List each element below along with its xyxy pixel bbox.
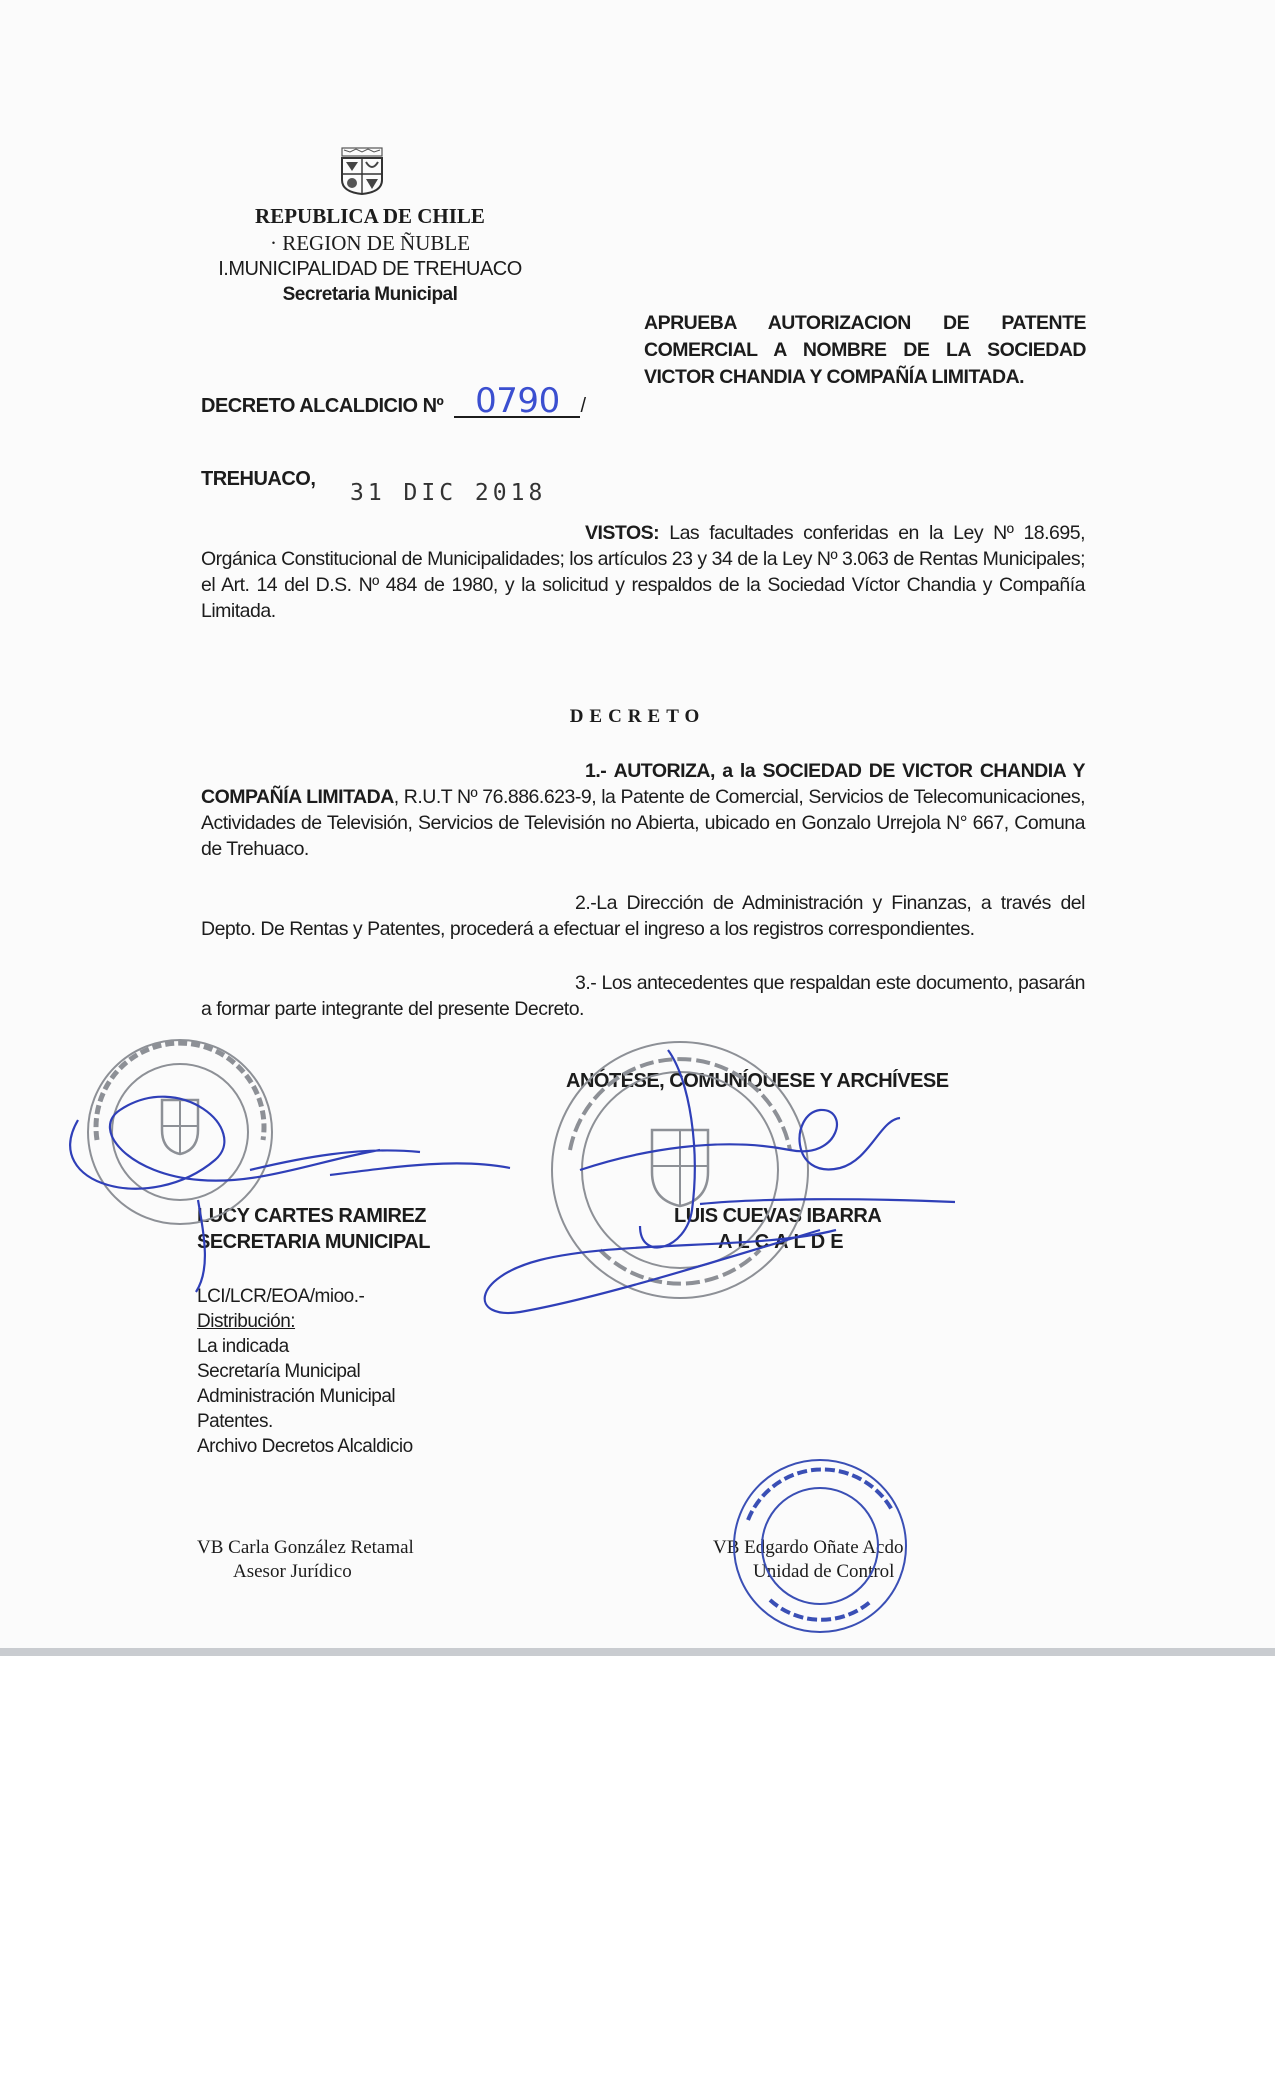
subject-line-2: COMERCIAL A NOMBRE DE LA SOCIEDAD <box>644 339 1086 361</box>
distribution-block <box>197 1284 413 1459</box>
header-region: · REGION DE ÑUBLE <box>269 231 471 255</box>
decree-number-handwritten: 0790 <box>454 386 580 418</box>
distribution-item: Archivo Decretos Alcaldicio <box>197 1436 413 1457</box>
subject-line-3: VICTOR CHANDIA Y COMPAÑÍA LIMITADA. <box>644 366 1025 388</box>
article-1-text: , R.U.T Nº 76.886.623-9, la Patente de Comercial, Servicios de Telecomunicaciones, Actividades de Televisión, Servicios de Televisión no Abierta, ubicado en Gonzalo Urrejola N° 667, Comuna de Trehuaco. <box>201 786 1085 860</box>
approval-legal-role: Asesor Jurídico <box>233 1561 352 1582</box>
distribution-initials: LCI/LCR/EOA/mioo.- <box>197 1286 365 1307</box>
distribution-label: Distribución: <box>197 1311 296 1332</box>
article-1 <box>201 758 1085 862</box>
decree-number-line <box>201 381 586 421</box>
vistos-text: Las facultades conferidas en la Ley Nº 18.695, Orgánica Constitucional de Municipalidades; los artículos 23 y 34 de la Ley Nº 3.063 de Rentas Municipales; el Art. 14 del D.S. Nº 484 de 1980, y la solicitud y respaldos de la Sociedad Víctor Chandia y Compañía Limitada. <box>201 522 1086 622</box>
mayor-title: ALCALDE <box>718 1231 849 1253</box>
signature-block-secretary <box>197 1203 430 1255</box>
approval-control-name: VB Edgardo Oñate Acdo <box>713 1537 904 1558</box>
distribution-item: La indicada <box>197 1336 289 1357</box>
distribution-item: Administración Municipal <box>197 1386 396 1407</box>
secretary-title: SECRETARIA MUNICIPAL <box>197 1231 430 1253</box>
decree-subject <box>644 310 1086 391</box>
closing-formula: ANÓTESE, COMUNÍQUESE Y ARCHÍVESE <box>566 1070 949 1092</box>
decree-number-label: DECRETO ALCALDICIO Nº <box>201 395 444 417</box>
article-3 <box>201 970 1085 1022</box>
scan-edge <box>0 1648 1275 1656</box>
article-2 <box>201 890 1085 942</box>
secretary-name: LUCY CARTES RAMIREZ <box>197 1205 427 1227</box>
article-2-number: 2.- <box>575 892 597 914</box>
header-republic: REPUBLICA DE CHILE <box>255 204 485 228</box>
approval-legal-name: VB Carla González Retamal <box>197 1537 414 1558</box>
header-municipality: I.MUNICIPALIDAD DE TREHUACO <box>218 258 522 280</box>
article-3-number: 3.- <box>575 972 597 994</box>
header-region-text: REGION DE ÑUBLE <box>282 231 471 255</box>
decree-number-suffix: / <box>580 395 586 417</box>
distribution-item: Secretaría Municipal <box>197 1361 361 1382</box>
mayor-name: LUIS CUEVAS IBARRA <box>674 1205 882 1227</box>
approval-control-role: Unidad de Control <box>753 1561 895 1582</box>
article-1-lead: AUTORIZA, a la SOCIEDAD DE VICTOR CHANDIA Y <box>613 760 1086 782</box>
date-stamp: 31 DIC 2018 <box>350 480 547 506</box>
decreto-heading: DECRETO <box>569 706 706 727</box>
signature-block-mayor <box>674 1203 881 1255</box>
article-1-company: COMPAÑÍA LIMITADA <box>201 786 394 808</box>
subject-line-1: APRUEBA AUTORIZACION DE PATENTE <box>644 312 1086 334</box>
distribution-item: Patentes. <box>197 1411 273 1432</box>
article-1-number: 1.- <box>585 760 607 782</box>
coat-of-arms-logo <box>336 146 388 196</box>
header-department: Secretaria Municipal <box>282 284 458 305</box>
approval-control-unit <box>713 1536 903 1584</box>
article-3-text: Los antecedentes que respaldan este documento, pasarán a formar parte integrante del presente Decreto. <box>201 972 1086 1020</box>
vistos-label: VISTOS: <box>585 522 660 544</box>
place-label: TREHUACO, <box>201 468 316 490</box>
approval-legal-advisor <box>197 1536 414 1584</box>
article-2-text: La Dirección de Administración y Finanzas, a través del Depto. De Rentas y Patentes, procederá a efectuar el ingreso a los registros correspondientes. <box>201 892 1085 940</box>
vistos-paragraph <box>201 520 1085 624</box>
